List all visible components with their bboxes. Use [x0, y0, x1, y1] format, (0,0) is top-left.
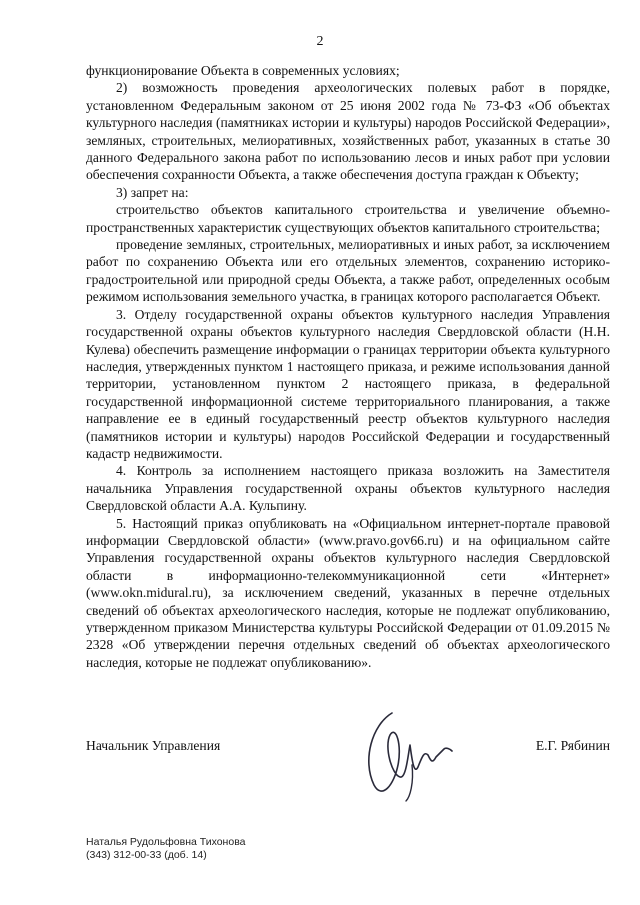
- paragraph-item-3: 3) запрет на:: [116, 184, 189, 200]
- paragraph-point-3: 3. Отделу государственной охраны объектов культурного наследия Управления государственной охраны объектов культурного наследия Свердловской области (Н.Н. Кулева) обеспечить размещение информации о границах территории объекта культурного наследия, утвержденных пунктом 1 настоящего приказа, и режиме использования данной территории, установленном пунктом 2 настоящего приказа, в федеральной государственной информационной системе территориального планирования, а также направление ее в единый государственный реестр объектов культурного наследия (памятников истории и культуры) народов Российской Федерации и государственный кадастр недвижимости.: [86, 306, 610, 461]
- handwritten-signature: [352, 705, 472, 805]
- executor-name: Наталья Рудольфовна Тихонова: [86, 836, 246, 848]
- document-body: [86, 62, 610, 671]
- page-number: 2: [316, 34, 324, 49]
- paragraph-ban-works: проведение земляных, строительных, мелиоративных и иных работ, за исключением работ по сохранению Объекта или его отдельных элементов, сохранению историко-градостроительной или природной среды Объекта, а также работ, определенных особым режимом использования земельного участка, в границах которого располагается Объект.: [86, 237, 610, 305]
- paragraph-point-4: 4. Контроль за исполнением настоящего приказа возложить на Заместителя начальника Управления государственной охраны объектов культурного наследия Свердловской области А.А. Кульпину.: [86, 463, 610, 514]
- signer-name: Е.Г. Рябинин: [535, 738, 610, 753]
- executor-info: [86, 836, 246, 862]
- executor-phone: (343) 312-00-33 (доб. 14): [86, 849, 207, 861]
- paragraph-point-5: 5. Настоящий приказ опубликовать на «Официальном интернет-портале правовой информации Свердловской области» (www.pravo.gov66.ru) и на официальном сайте Управления государственной охраны объектов культурного наследия Свердловской области в информационно-телекоммуникационной сети «Интернет» (www.okn.midural.ru), за исключением сведений, указанных в перечне отдельных сведений об объектах археологического наследия, которые не подлежат опубликованию, утвержденном приказом Министерства культуры Российской Федерации от 01.09.2015 № 2328 «Об утверждении перечня отдельных сведений об объектах археологического наследия, которые не подлежат опубликованию».: [86, 515, 610, 670]
- signer-position: Начальник Управления: [86, 738, 221, 753]
- paragraph-ban-construction: строительство объектов капитального строительства и увеличение объемно-пространственных характеристик существующих объектов капитального строительства;: [86, 202, 610, 235]
- paragraph-item-2: 2) возможность проведения археологических полевых работ в порядке, установленном Федеральным законом от 25 июня 2002 года № 73-ФЗ «Об объектах культурного наследия (памятниках истории и культуры) народов Российской Федерации», земляных, строительных, мелиоративных, хозяйственных работ, указанных в статье 30 данного Федерального закона работ по использованию лесов и иных работ при условии обеспечения сохранности Объекта, а также обеспечения доступа граждан к Объекту;: [86, 80, 610, 183]
- paragraph-continuation: функционирование Объекта в современных условиях;: [86, 63, 400, 78]
